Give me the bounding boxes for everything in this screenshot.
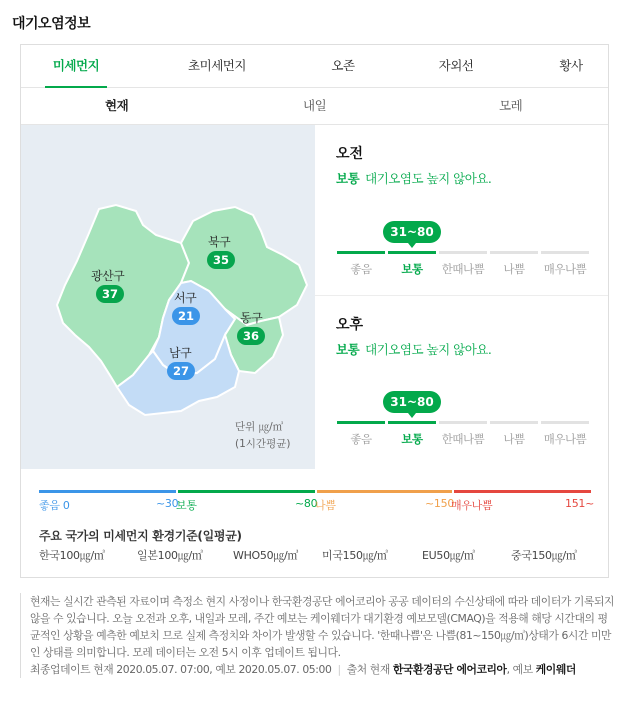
tab-now[interactable]: 현재 (105, 98, 129, 113)
legend-segment-normal (178, 490, 315, 493)
level-segment (388, 421, 436, 424)
source-prefix: 출처 현재 (346, 663, 390, 676)
district-label: 북구 (208, 235, 231, 249)
status-grade: 보통 (336, 342, 360, 357)
range-bubble: 31~80 (383, 391, 441, 413)
level-segment (439, 421, 487, 424)
tab-yellow-dust[interactable]: 황사 (559, 58, 583, 73)
district-label: 서구 (174, 291, 197, 305)
district-value-badge: 35 (207, 251, 235, 269)
source-mid: , 예보 (506, 663, 533, 676)
level-segment (337, 421, 385, 424)
legend-label: 매우나쁨 (451, 499, 493, 512)
standard-item: WHO50㎍/㎥ (233, 549, 299, 562)
level-label: 좋음 (350, 262, 372, 276)
legend-label: ~30 (156, 497, 179, 510)
forecast-time: 오전 (336, 146, 364, 162)
legend-label: 좋음 0 (39, 499, 70, 512)
tab-ultrafine-dust[interactable]: 초미세먼지 (188, 58, 246, 73)
legend-label: 나쁨 (315, 499, 336, 512)
legend-segment-very-bad (454, 490, 591, 493)
standards-title: 주요 국가의 미세먼지 환경기준(일평균) (39, 529, 242, 543)
forecast-am (315, 125, 608, 296)
status-grade: 보통 (336, 171, 360, 186)
legend-label: 151~ (565, 497, 595, 510)
legend-bar (39, 490, 591, 493)
standard-item: 일본100㎍/㎥ (137, 549, 203, 562)
district-value-badge: 27 (167, 362, 195, 380)
tab-uv[interactable]: 자외선 (438, 58, 474, 73)
district-value-badge: 21 (172, 307, 200, 325)
standard-item: 중국150㎍/㎥ (511, 549, 577, 562)
divider: | (337, 663, 341, 676)
source-kweather-link[interactable]: 케이웨더 (535, 663, 576, 676)
status-message: 대기오염도 높지 않아요. (365, 171, 492, 186)
level-segment (541, 251, 589, 254)
forecast-status (336, 340, 491, 358)
forecast-pm (315, 296, 608, 469)
status-message: 대기오염도 높지 않아요. (365, 342, 492, 357)
tab-fine-dust[interactable]: 미세먼지 (45, 45, 107, 87)
unit-average: (1시간평균) (235, 438, 291, 450)
district-value-badge: 36 (237, 327, 265, 345)
gwangju-map-shape (21, 125, 315, 469)
unit-label: 단위 ㎍/㎥ (235, 421, 284, 433)
legend-label: 보통 (176, 499, 197, 512)
legend-segment-good (39, 490, 176, 493)
district-value-badge: 37 (96, 285, 124, 303)
tab-tomorrow[interactable]: 내일 (303, 98, 327, 113)
forecast-status (336, 169, 491, 187)
legend-label: ~150 (425, 497, 455, 510)
level-label: 매우나쁨 (543, 262, 587, 276)
update-time: 최종업데이트 현재 2020.05.07. 07:00, 예보 2020.05.07. 05:00 (30, 663, 332, 676)
disclaimer-note (20, 593, 617, 678)
level-label: 보통 (401, 432, 423, 446)
unit-note (235, 419, 290, 453)
district-map (21, 125, 315, 469)
district-label: 동구 (240, 311, 263, 325)
level-label: 한때나쁨 (441, 262, 485, 276)
disclaimer-text: 현재는 실시간 관측된 자료이며 측정소 현지 사정이나 한국환경공단 에어코리아 공공 데이터의 수신상태에 따라 데이터가 기록되지 않을 수 있습니다. 오늘 오전과 오후, 내일과 모레, 주간 예보는 케이웨더가 대기환경 예보모델(CMAQ)을 적용해 해당 시간대의 평균적인 상황을 예측한 예보치 므로 실제 측정치와 차이가 발생할 수 있습니다. '한때나쁨'은 나쁨(81~150㎍/㎥)상태가 6시간 미만인 상태를 의미합니다. 모레 데이터는 오전 5시 이후 업데이트 됩니다. (30, 595, 615, 659)
legend-label: ~80 (295, 497, 318, 510)
air-quality-card (20, 44, 609, 578)
standards-list (39, 547, 591, 563)
page-title: 대기오염정보 (12, 16, 91, 32)
level-label: 한때나쁨 (441, 432, 485, 446)
tab-day-after-tomorrow[interactable]: 모레 (499, 98, 523, 113)
day-tabs (21, 88, 608, 125)
standard-item: EU50㎍/㎥ (422, 549, 475, 562)
level-segment (337, 251, 385, 254)
level-segment (490, 251, 538, 254)
level-segment (439, 251, 487, 254)
range-bubble: 31~80 (383, 221, 441, 243)
tab-ozone[interactable]: 오존 (331, 58, 355, 73)
legend-labels (39, 497, 595, 513)
district-label: 광산구 (91, 269, 125, 283)
legend-segment-bad (317, 490, 452, 493)
level-segment (388, 251, 436, 254)
level-segment (541, 421, 589, 424)
standard-item: 미국150㎍/㎥ (322, 549, 388, 562)
level-label: 보통 (401, 262, 423, 276)
update-info (30, 661, 617, 678)
forecast-time: 오후 (336, 317, 364, 333)
standard-item: 한국100㎍/㎥ (39, 549, 105, 562)
level-segment (490, 421, 538, 424)
level-label: 좋음 (350, 432, 372, 446)
level-label: 매우나쁨 (543, 432, 587, 446)
source-airkorea-link[interactable]: 한국환경공단 에어코리아 (392, 663, 507, 676)
level-label: 나쁨 (503, 432, 525, 446)
level-bar (337, 421, 591, 424)
pollutant-tabs (21, 45, 608, 88)
level-bar (337, 251, 591, 254)
district-label: 남구 (169, 346, 192, 360)
level-label: 나쁨 (503, 262, 525, 276)
